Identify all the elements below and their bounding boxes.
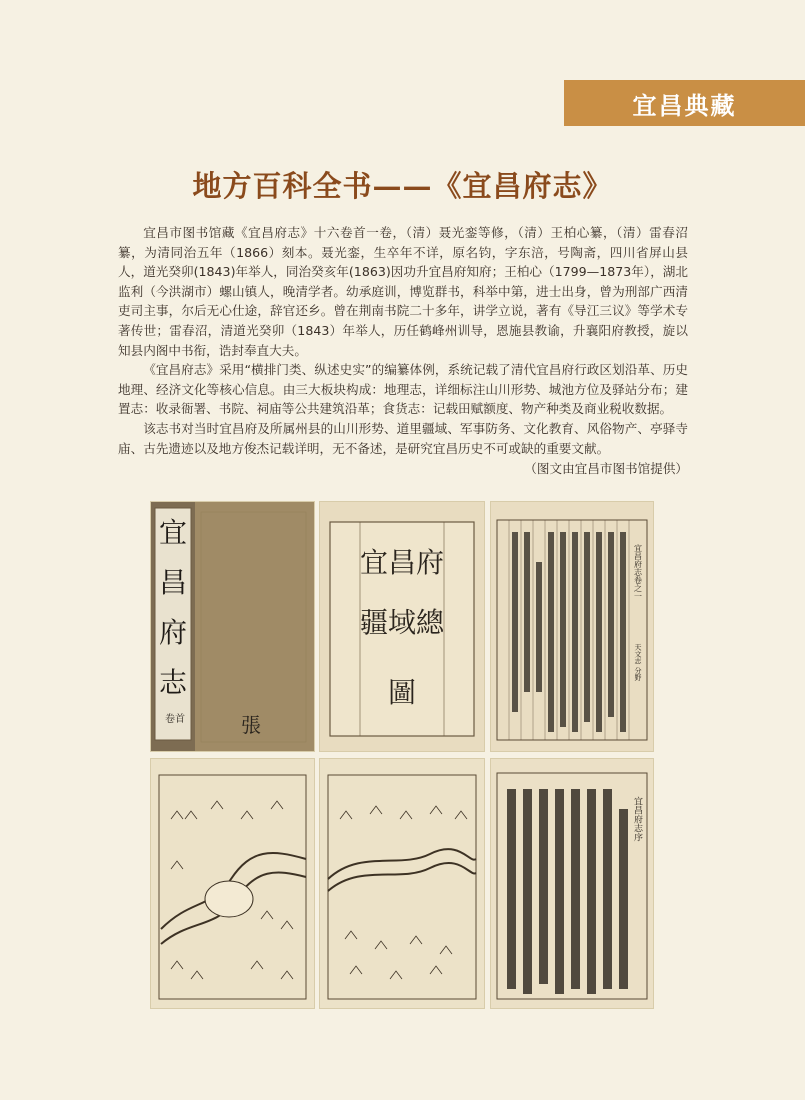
photo-title-page (320, 502, 484, 751)
preface-header: 宜昌府志序 (632, 796, 642, 842)
article-body (118, 223, 688, 458)
text-page-header: 宜昌府志卷之一 (633, 544, 643, 600)
photo-map-right (320, 759, 484, 1008)
preface-page-illustration (491, 759, 653, 1008)
photo-text-page (491, 502, 653, 751)
seal-text-line: 宜昌府 (359, 546, 445, 579)
cover-title-char: 府 (158, 616, 188, 649)
map-left-illustration (151, 759, 314, 1008)
photo-book-cover (151, 502, 314, 751)
article-paragraph: 该志书对当时宜昌府及所属州县的山川形势、道里疆域、军事防务、文化教育、风俗物产、亭驿寺庙、古先遗迹以及地方俊杰记载详明，无不备述，是研究宜昌历史不可或缺的重要文献。 (118, 420, 688, 456)
title-page-illustration (320, 502, 484, 751)
photo-credit: （图文由宜昌市图书馆提供） (524, 461, 688, 476)
cover-title-char: 宜 (158, 516, 188, 549)
seal-text-line: 圖 (387, 676, 417, 709)
book-cover-illustration (151, 502, 314, 751)
cover-stamp-char: 張 (241, 713, 261, 737)
section-banner (564, 80, 805, 126)
cover-title-char: 志 (158, 666, 188, 699)
section-banner-label: 宜昌典藏 (632, 90, 737, 120)
article-paragraph: 宜昌市图书馆藏《宜昌府志》十六卷首一卷，（清）聂光銮等修，（清）王柏心纂，（清）雷春沼纂，为清同治五年（1866）刻本。聂光銮，生卒年不详，原名钧，字东涪，号陶斋，四川省屏山县人，道光癸卯(1843)年举人，同治癸亥年(1863)因功升宜昌府知府；王柏心（1799—1873年），湖北监利（今洪湖市）螺山镇人，晚清学者。幼承庭训，博览群书，科举中第，进士出身，曾为刑部广西清吏司主事，尔后无心仕途，辞官还乡。曾在荆南书院二十多年，讲学立说，著有《导江三议》等学术专著传世；雷春沼，清道光癸卯（1843）年举人，历任鹤峰州训导，恩施县教谕，升襄阳府教授，旋以知县内阁中书衔，诰封奉直大夫。 (118, 225, 688, 358)
map-right-illustration (320, 759, 484, 1008)
text-page-illustration (491, 502, 653, 751)
article-paragraph: 《宜昌府志》采用“横排门类、纵述史实”的编纂体例，系统记载了清代宜昌府行政区划沿革、历史地理、经济文化等核心信息。由三大板块构成：地理志，详细标注山川形势、城池方位及驿站分布；建置志：收录衙署、书院、祠庙等公共建筑沿革；食货志：记载田赋额度、物产种类及商业税收数据。 (118, 362, 688, 417)
text-page-subheader: 天文志 分野 (634, 643, 642, 681)
article-title: 地方百科全书——《宜昌府志》 (192, 169, 613, 203)
cover-volume-mark: 卷首 (165, 714, 185, 725)
photo-preface-page (491, 759, 653, 1008)
photo-map-left (151, 759, 314, 1008)
cover-title-char: 昌 (158, 566, 188, 599)
seal-text-line: 疆域總 (359, 606, 445, 639)
